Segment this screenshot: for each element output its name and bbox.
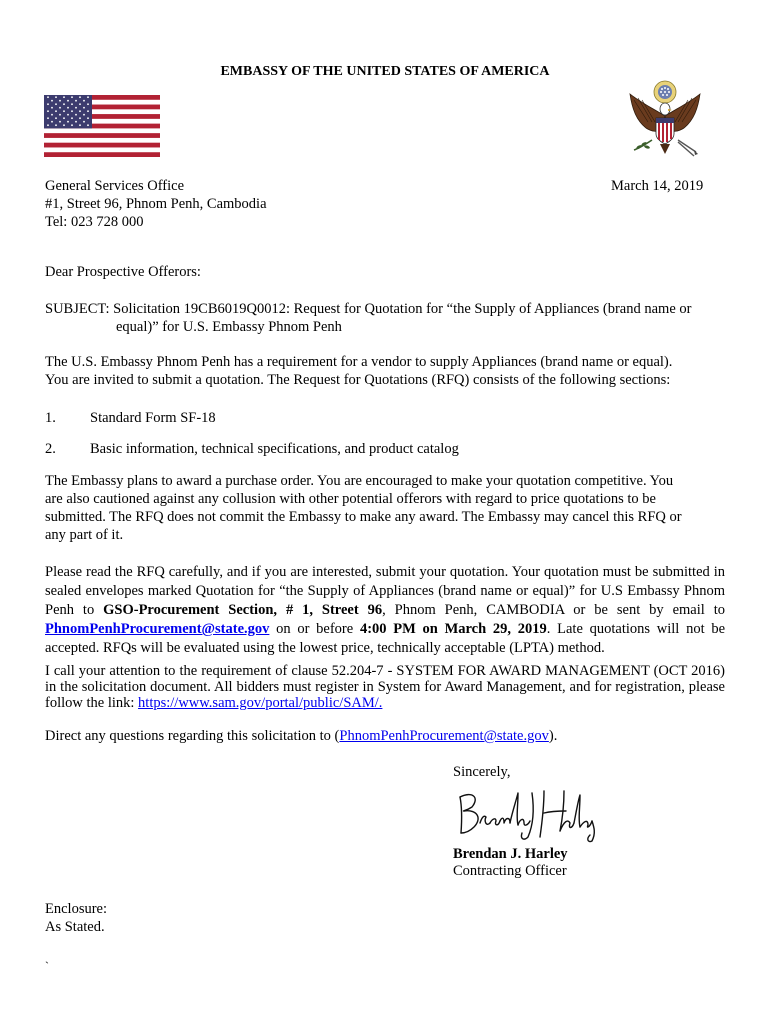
list-item bbox=[45, 409, 216, 427]
eagle-seal-icon bbox=[622, 78, 708, 168]
submission-text: on or before bbox=[269, 621, 360, 637]
questions-paragraph bbox=[45, 727, 725, 745]
submission-deadline: 4:00 PM on March 29, 2019 bbox=[359, 621, 547, 637]
award-line-4: any part of it. bbox=[45, 527, 124, 543]
intro-line-1: The U.S. Embassy Phnom Penh has a requirement for a vendor to supply Appliances (brand name or equal). bbox=[45, 354, 673, 370]
list-text: Standard Form SF-18 bbox=[90, 410, 216, 426]
sam-paragraph bbox=[45, 663, 725, 711]
list-number: 1. bbox=[45, 410, 56, 426]
questions-text: Direct any questions regarding this solicitation to ( bbox=[45, 728, 340, 744]
us-flag-icon bbox=[44, 95, 160, 157]
subject-line-1: SUBJECT: Solicitation 19CB6019Q0012: Request for Quotation for “the Supply of Appliances (brand name or bbox=[45, 301, 692, 317]
letterhead-title: EMBASSY OF THE UNITED STATES OF AMERICA bbox=[220, 64, 550, 79]
submission-text: . Late quotations will not be accepted. RFQs will be evaluated using the lowest price, technically acceptable (LPTA) method. bbox=[45, 621, 726, 656]
salutation: Dear Prospective Offerors: bbox=[45, 264, 201, 280]
sam-portal-link[interactable]: https://www.sam.gov/portal/public/SAM/. bbox=[138, 695, 383, 711]
award-line-2: are also cautioned against any collusion with other potential offerors with regard to price quotations to be bbox=[45, 491, 656, 507]
sender-address: #1, Street 96, Phnom Penh, Cambodia bbox=[45, 196, 267, 212]
subject-line-2: equal)” for U.S. Embassy Phnom Penh bbox=[116, 319, 342, 335]
subject-line bbox=[45, 300, 725, 336]
award-paragraph bbox=[45, 472, 725, 544]
sender-office: General Services Office bbox=[45, 178, 185, 194]
signer-name: Brendan J. Harley bbox=[453, 846, 568, 862]
enclosure-value: As Stated. bbox=[45, 919, 105, 935]
submission-paragraph bbox=[45, 563, 725, 658]
closing: Sincerely, bbox=[453, 764, 511, 780]
enclosure-label: Enclosure: bbox=[45, 901, 108, 917]
questions-email-link[interactable]: PhnomPenhProcurement@state.gov bbox=[339, 728, 549, 744]
submission-text: , Phnom Penh, CAMBODIA or be sent by email to bbox=[382, 602, 725, 618]
signer-title: Contracting Officer bbox=[453, 863, 567, 879]
handwritten-signature bbox=[452, 783, 602, 845]
questions-text: ). bbox=[548, 728, 558, 744]
award-line-3: submitted. The RFQ does not commit the Embassy to make any award. The Embassy may cancel this RFQ or bbox=[45, 509, 682, 525]
award-line-1: The Embassy plans to award a purchase order. You are encouraged to make your quotation competitive. You bbox=[45, 473, 674, 489]
intro-line-2: You are invited to submit a quotation. The Request for Quotations (RFQ) consists of the following sections: bbox=[45, 372, 671, 388]
sam-text: I call your attention to the requirement of clause 52.204-7 - SYSTEM FOR AWARD MANAGEMENT (OCT 2016) in the solicitation document. All bidders must register in System for Award Management, and for registration, please follow the link: bbox=[45, 663, 725, 711]
sender-tel: Tel: 023 728 000 bbox=[45, 214, 144, 230]
list-item bbox=[45, 440, 459, 458]
sender-address-block bbox=[45, 177, 267, 231]
list-number: 2. bbox=[45, 441, 56, 457]
submission-text: Please read the RFQ carefully, and if you are interested, submit your quotation. Your quotation must be submitted in sealed envelopes marked Quotation for “the Supply of Appliances (brand name or equal)” for U.S Embassy Phnom Penh to bbox=[45, 564, 725, 618]
letter-date: March 14, 2019 bbox=[611, 178, 704, 194]
procurement-email-link[interactable]: PhnomPenhProcurement@state.gov bbox=[45, 621, 270, 637]
intro-paragraph bbox=[45, 353, 725, 389]
footer-mark: ` bbox=[45, 959, 49, 973]
submission-address: GSO-Procurement Section, # 1, Street 96 bbox=[103, 602, 383, 618]
list-text: Basic information, technical specifications, and product catalog bbox=[90, 441, 459, 457]
